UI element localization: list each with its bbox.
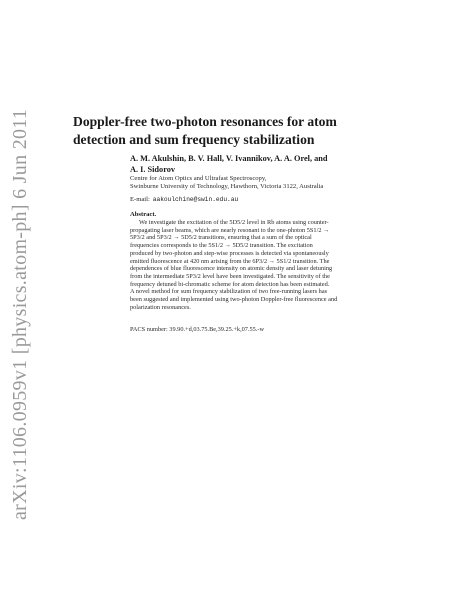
paper-title bbox=[73, 113, 403, 149]
abstract-line: A novel method for sum frequency stabilization of two free-running lasers has bbox=[130, 288, 328, 296]
author-line: A. M. Akulshin, B. V. Hall, V. Ivannikov, A. A. Orel, and bbox=[130, 154, 328, 163]
title-line: Doppler-free two-photon resonances for atom bbox=[73, 114, 337, 129]
abstract-line: We investigate the excitation of the 5D5/2 level in Rb atoms using counter- bbox=[139, 219, 329, 226]
abstract-line: emitted fluorescence at 420 nm arising from the 6P3/2 → 5S1/2 transition. The bbox=[130, 257, 330, 265]
author-list bbox=[130, 153, 400, 175]
abstract-line: frequency detuned bi-chromatic scheme for atom detection has been estimated. bbox=[130, 280, 330, 288]
abstract-line: dependences of blue fluorescence intensity on atomic density and laser detuning bbox=[130, 265, 333, 273]
abstract-line: from the intermediate 5P3/2 level have been investigated. The sensitivity of the bbox=[130, 272, 330, 280]
author-line: A. I. Sidorov bbox=[130, 165, 176, 174]
abstract-line: produced by two-photon and step-wise processes is detected via spontaneously bbox=[130, 249, 329, 257]
affiliation-line: Swinburne University of Technology, Hawthorn, Victoria 3122, Australia bbox=[130, 183, 324, 191]
affiliation-line: Centre for Atom Optics and Ultrafast Spectroscopy, bbox=[130, 175, 267, 182]
arxiv-identifier-stamp: arXiv:1106.0959v1 [physics.atom-ph] 6 Jun 2011 bbox=[9, 108, 31, 520]
abstract-line: been suggested and implemented using two-photon Doppler-free fluorescence and bbox=[130, 296, 338, 304]
abstract-heading: Abstract. bbox=[130, 211, 157, 218]
email-address[interactable]: aakoulchine@swin.edu.au bbox=[152, 196, 239, 203]
abstract-line: 5P3/2 and 5P3/2 → 5D5/2 transitions, ensuring that a sum of the optical bbox=[130, 234, 312, 242]
abstract-line: polarization resonances. bbox=[130, 303, 191, 311]
email-label: E-mail: bbox=[130, 196, 150, 203]
affiliation bbox=[130, 175, 400, 192]
abstract-line: frequencies corresponds to the 5S1/2 → 5D5/2 transition. The excitation bbox=[130, 242, 313, 250]
title-line: detection and sum frequency stabilization bbox=[73, 132, 315, 147]
email-line bbox=[130, 196, 238, 204]
abstract-line: propagating laser beams, which are nearly resonant to the one-photon 5S1/2 → bbox=[130, 226, 330, 234]
abstract-body bbox=[130, 219, 400, 311]
pacs-numbers: PACS number: 39.90.+d,03.75.Be,39.25.+k,07.55.-w bbox=[130, 326, 265, 333]
